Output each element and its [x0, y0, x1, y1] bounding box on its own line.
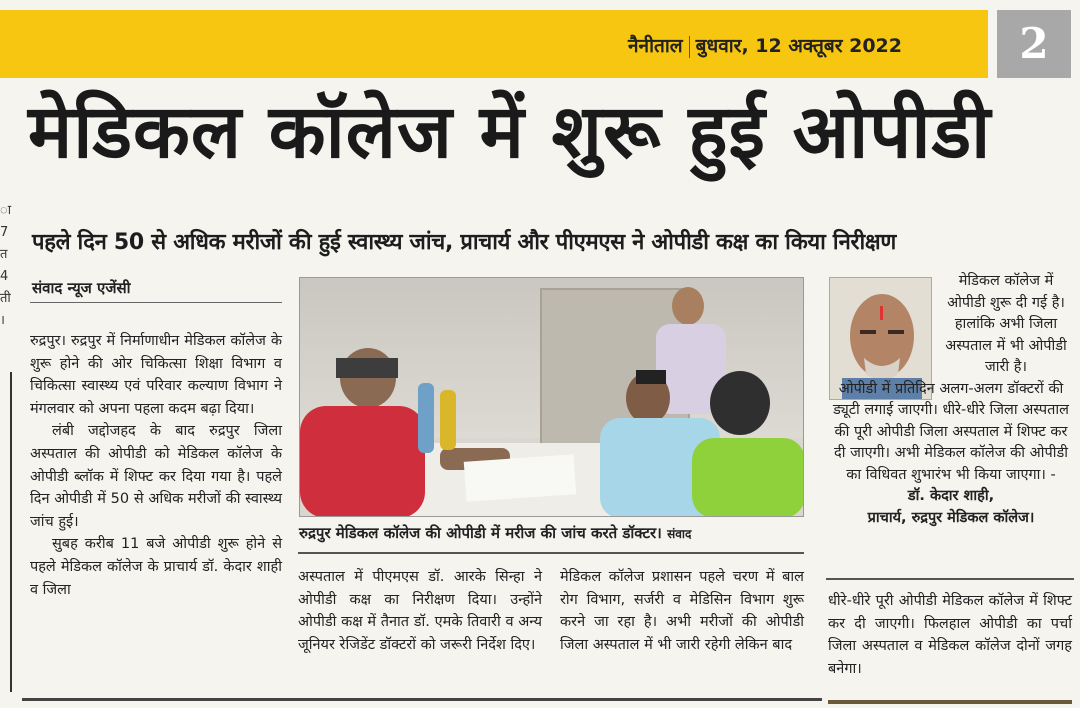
bottom-border-right	[828, 700, 1072, 704]
adjacent-box-border	[0, 372, 12, 692]
edge-glyph: त	[0, 247, 8, 262]
headline: मेडिकल कॉलेज में शुरू हुई ओपीडी	[28, 89, 992, 175]
dateline	[628, 32, 902, 58]
edge-glyph: ा	[0, 203, 12, 218]
dateline-date: बुधवार, 12 अक्तूबर 2022	[695, 35, 902, 57]
caption-divider	[298, 552, 804, 554]
article-paragraph: रुद्रपुर। रुद्रपुर में निर्माणाधीन मेडिकल कॉलेज के शुरू होने की ओर चिकित्सा शिक्षा विभाग व चिकित्सा स्वास्थ्य एवं परिवार कल्याण विभाग ने मंगलवार को अपना पहला कदम बढ़ा दिया।	[30, 333, 282, 417]
article-column-4: धीरे-धीरे पूरी ओपीडी मेडिकल कॉलेज में शिफ्ट कर दी जाएगी। फिलहाल ओपीडी का पर्चा जिला अस्पताल व मेडिकल कॉलेज दोनों जगह बनेगा।	[828, 593, 1072, 677]
page-number: 2	[997, 10, 1071, 78]
article-column-2: अस्पताल में पीएमएस डॉ. आरके सिन्हा ने ओपीडी कक्ष का निरीक्षण दिया। उन्होंने ओपीडी कक्ष में तैनात डॉ. एमके तिवारी व अन्य जूनियर रेजिडेंट डॉक्टरों को जरूरी निर्देश दिए।	[298, 569, 542, 653]
edge-glyph: ।	[0, 313, 5, 328]
quote-signatory-name: डॉ. केदार शाही,	[907, 488, 995, 504]
photo-caption	[299, 523, 804, 543]
caption-credit: संवाद	[667, 527, 692, 541]
article-paragraph: लंबी जद्दोजहद के बाद रुद्रपुर जिला अस्पताल की ओपीडी को मेडिकल कॉलेज के ओपीडी ब्लॉक में शिफ्ट कर दिया गया है। पहले दिन ओपीडी में 50 से अधिक मरीजों की स्वास्थ्य जांच हुई।	[30, 423, 282, 530]
quote-text-bottom: ओपीडी में प्रतिदिन अलग-अलग डॉक्टरों की ड्यूटी लगाई जाएगी। धीरे-धीरे जिला अस्पताल की पूरी ओपीडी जिला अस्पताल में शिफ्ट कर दी जाएगी। अभी मेडिकल कॉलेज की ओपीडी का विधिवत शुभारंभ भी किया जाएगा। -	[832, 380, 1070, 483]
dateline-separator	[689, 36, 690, 58]
article-paragraph: सुबह करीब 11 बजे ओपीडी शुरू होने से पहले मेडिकल कॉलेज के प्राचार्य डॉ. केदार शाही व जिला	[30, 536, 282, 598]
edge-glyph: 7	[0, 225, 9, 240]
quote-signatory-designation: प्राचार्य, रुद्रपुर मेडिकल कॉलेज।	[867, 509, 1035, 526]
photo-figures	[300, 278, 804, 517]
subheadline: पहले दिन 50 से अधिक मरीजों की हुई स्वास्थ्य जांच, प्राचार्य और पीएमएस ने ओपीडी कक्ष का किया निरीक्षण	[32, 230, 897, 255]
article-column-1	[30, 330, 282, 601]
article-column-3: मेडिकल कॉलेज प्रशासन पहले चरण में बाल रोग विभाग, सर्जरी व मेडिसिन विभाग शुरू करने जा रहा है। अभी मरीजों की ओपीडी जिला अस्पताल में भी जारी रहेगी लेकिन बाद	[560, 569, 804, 653]
quote-box	[830, 271, 1072, 529]
dateline-city: नैनीताल	[628, 35, 683, 57]
byline: संवाद न्यूज एजेंसी	[32, 279, 131, 297]
quote-text-top: मेडिकल कॉलेज में ओपीडी शुरू दी गई है। हालांकि अभी जिला अस्पताल में भी ओपीडी जारी है।	[945, 273, 1067, 375]
quote-divider	[826, 578, 1074, 580]
caption-text: रुद्रपुर मेडिकल कॉलेज की ओपीडी में मरीज की जांच करते डॉक्टर।	[299, 524, 662, 542]
edge-glyph: ती	[0, 291, 11, 306]
bottom-border	[22, 698, 822, 701]
edge-glyph: 4	[0, 269, 9, 284]
byline-divider	[30, 302, 282, 303]
news-photo	[299, 277, 804, 517]
adjacent-column-edge	[0, 200, 12, 332]
